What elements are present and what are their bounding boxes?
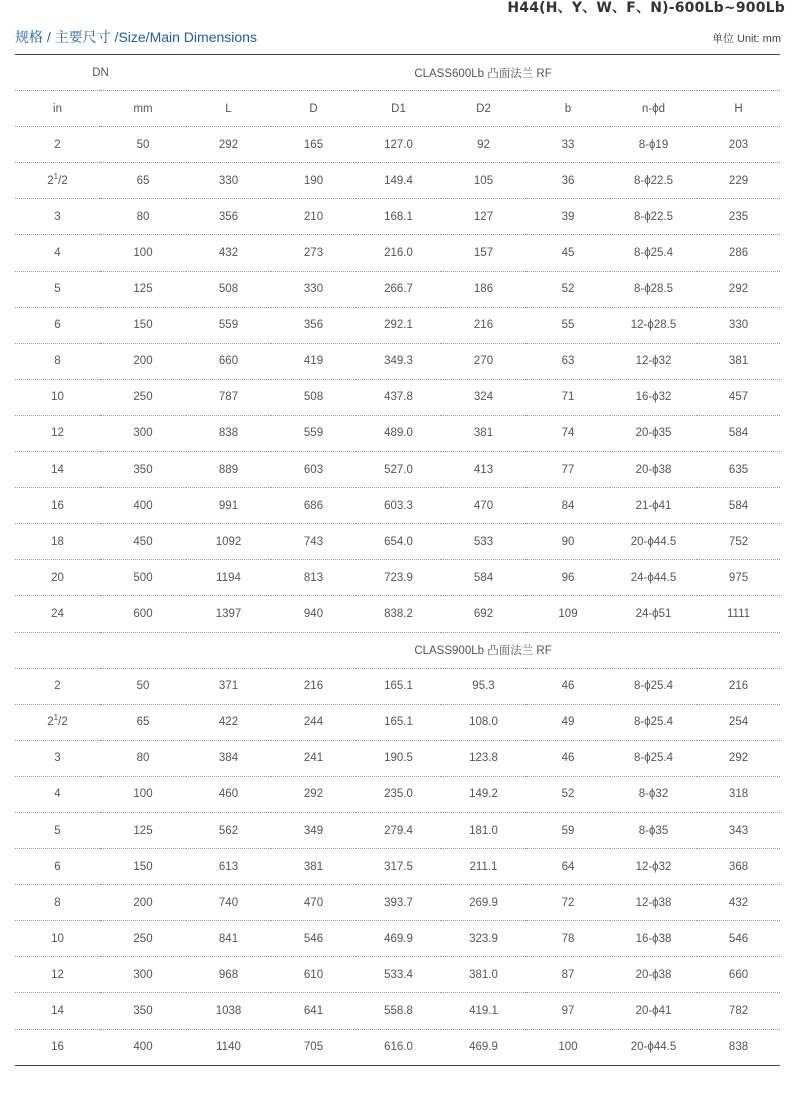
table-cell: 723.9 xyxy=(356,560,441,596)
table-cell: 558.8 xyxy=(356,993,441,1029)
table-cell: 419 xyxy=(271,343,356,379)
table-cell: 437.8 xyxy=(356,379,441,415)
table-cell: 24-ϕ51 xyxy=(610,596,697,632)
table-cell: 654.0 xyxy=(356,524,441,560)
table-cell: 660 xyxy=(697,957,780,993)
table-cell: 254 xyxy=(697,704,780,740)
table-cell: 181.0 xyxy=(441,812,526,848)
table-cell: 165.1 xyxy=(356,704,441,740)
table-bottom-rule xyxy=(15,1065,780,1066)
table-cell: 460 xyxy=(186,776,271,812)
column-header-row xyxy=(15,91,780,127)
table-cell: 14 xyxy=(15,452,100,488)
table-cell: 64 xyxy=(526,849,610,885)
table-cell: 584 xyxy=(697,415,780,451)
table-cell: 95.3 xyxy=(441,668,526,704)
table-cell: 740 xyxy=(186,885,271,921)
table-cell: 12-ϕ28.5 xyxy=(610,307,697,343)
table-cell: 508 xyxy=(186,271,271,307)
table-cell: 96 xyxy=(526,560,610,596)
table-cell: 350 xyxy=(100,452,186,488)
table-cell: 527.0 xyxy=(356,452,441,488)
table-cell: 65 xyxy=(100,704,186,740)
table-row xyxy=(15,957,780,993)
table-cell: 3 xyxy=(15,740,100,776)
dn-header-blank xyxy=(15,632,186,668)
table-cell: 324 xyxy=(441,379,526,415)
class-group-title: CLASS900Lb 凸面法兰 RF xyxy=(186,632,780,668)
table-cell: 692 xyxy=(441,596,526,632)
table-cell: 5 xyxy=(15,271,100,307)
table-cell: 203 xyxy=(697,127,780,163)
table-cell: 349.3 xyxy=(356,343,441,379)
table-cell: 108.0 xyxy=(441,704,526,740)
table-cell: 84 xyxy=(526,488,610,524)
table-cell: 109 xyxy=(526,596,610,632)
table-cell: 12-ϕ32 xyxy=(610,343,697,379)
table-cell: 273 xyxy=(271,235,356,271)
table-cell: 216 xyxy=(441,307,526,343)
group-header-row xyxy=(15,55,780,91)
table-cell: 150 xyxy=(100,307,186,343)
table-cell: 18 xyxy=(15,524,100,560)
table-cell: 24-ϕ44.5 xyxy=(610,560,697,596)
table-cell: 381.0 xyxy=(441,957,526,993)
column-header: D2 xyxy=(441,91,526,127)
table-row xyxy=(15,885,780,921)
table-cell: 838 xyxy=(728,1041,749,1054)
table-cell: 10 xyxy=(15,379,100,415)
table-cell: 330 xyxy=(186,163,271,199)
table-cell: 165.1 xyxy=(356,668,441,704)
table-cell: 356 xyxy=(271,307,356,343)
column-header: in xyxy=(15,91,100,127)
table-cell: 266.7 xyxy=(356,271,441,307)
table-cell: 8-ϕ19 xyxy=(610,127,697,163)
table-row xyxy=(15,271,780,307)
table-cell: 975 xyxy=(697,560,780,596)
table-cell: 39 xyxy=(526,199,610,235)
table-cell: 6 xyxy=(15,307,100,343)
table-cell: 36 xyxy=(526,163,610,199)
table-cell: 8-ϕ25.4 xyxy=(610,235,697,271)
table-cell: 71 xyxy=(526,379,610,415)
table-cell: 559 xyxy=(186,307,271,343)
table-cell: 87 xyxy=(526,957,610,993)
table-cell: 500 xyxy=(100,560,186,596)
table-row xyxy=(15,163,780,199)
table-cell: 46 xyxy=(526,668,610,704)
table-row xyxy=(15,1029,780,1065)
table-cell: 125 xyxy=(100,812,186,848)
table-cell: 686 xyxy=(271,488,356,524)
dimensions-table xyxy=(15,55,780,1065)
table-cell: 413 xyxy=(441,452,526,488)
table-cell: 10 xyxy=(15,921,100,957)
table-cell: 2 xyxy=(15,127,100,163)
table-cell: 330 xyxy=(697,307,780,343)
table-cell: 292 xyxy=(271,776,356,812)
table-cell: 12-ϕ32 xyxy=(610,849,697,885)
table-cell: 787 xyxy=(186,379,271,415)
column-header: mm xyxy=(100,91,186,127)
table-cell: 157 xyxy=(441,235,526,271)
table-cell: 20-ϕ44.5 xyxy=(610,524,697,560)
table-cell: 546 xyxy=(271,921,356,957)
table-cell: 286 xyxy=(697,235,780,271)
table-cell: 190.5 xyxy=(356,740,441,776)
table-cell: 45 xyxy=(526,235,610,271)
table-cell: 533 xyxy=(441,524,526,560)
table-cell: 400 xyxy=(100,488,186,524)
table-cell: 384 xyxy=(186,740,271,776)
table-cell: 584 xyxy=(441,560,526,596)
table-cell: 92 xyxy=(441,127,526,163)
table-cell: 127 xyxy=(441,199,526,235)
table-cell: 16 xyxy=(15,488,100,524)
table-row xyxy=(15,199,780,235)
table-cell: 241 xyxy=(271,740,356,776)
table-cell: 100 xyxy=(100,235,186,271)
column-header: H xyxy=(697,91,780,127)
table-cell: 52 xyxy=(526,776,610,812)
table-cell: 90 xyxy=(526,524,610,560)
table-cell: 400 xyxy=(133,1041,153,1054)
table-cell: 63 xyxy=(526,343,610,379)
table-cell: 78 xyxy=(526,921,610,957)
table-cell: 127.0 xyxy=(356,127,441,163)
table-cell: 24 xyxy=(15,596,100,632)
table-cell: 8-ϕ25.4 xyxy=(610,740,697,776)
table-cell: $2^1/2$ xyxy=(15,163,100,199)
table-cell: 14 xyxy=(15,993,100,1029)
table-cell: 20-ϕ35 xyxy=(610,415,697,451)
table-cell: 450 xyxy=(100,524,186,560)
table-cell: 16-ϕ32 xyxy=(610,379,697,415)
table-cell: 216.0 xyxy=(356,235,441,271)
table-row xyxy=(15,307,780,343)
table-cell: 4 xyxy=(15,235,100,271)
table-cell: 743 xyxy=(271,524,356,560)
table-cell: 52 xyxy=(526,271,610,307)
table-cell: 149.4 xyxy=(356,163,441,199)
table-row xyxy=(15,849,780,885)
table-cell: 613 xyxy=(186,849,271,885)
table-cell: 603 xyxy=(271,452,356,488)
table-cell: 216 xyxy=(697,668,780,704)
table-cell: 968 xyxy=(186,957,271,993)
table-cell: 432 xyxy=(697,885,780,921)
table-cell: 457 xyxy=(697,379,780,415)
table-cell: 610 xyxy=(271,957,356,993)
table-cell: 991 xyxy=(186,488,271,524)
table-cell: 20-ϕ38 xyxy=(610,452,697,488)
table-cell: 244 xyxy=(271,704,356,740)
table-cell: 292 xyxy=(697,740,780,776)
table-cell: 940 xyxy=(271,596,356,632)
table-cell: 559 xyxy=(271,415,356,451)
table-cell: 600 xyxy=(100,596,186,632)
table-cell: 100 xyxy=(100,776,186,812)
table-row xyxy=(15,921,780,957)
table-cell: 635 xyxy=(697,452,780,488)
table-cell: 216 xyxy=(271,668,356,704)
table-cell: 20-ϕ41 xyxy=(610,993,697,1029)
table-cell: 323.9 xyxy=(441,921,526,957)
table-cell: 50 xyxy=(100,127,186,163)
table-cell: 533.4 xyxy=(356,957,441,993)
table-cell: 1140 xyxy=(216,1041,241,1054)
table-cell: 6 xyxy=(15,849,100,885)
table-cell: 317.5 xyxy=(356,849,441,885)
table-cell: 841 xyxy=(186,921,271,957)
table-cell: 4 xyxy=(15,776,100,812)
model-title: H44(H、Y、W、F、N)-600Lb~900Lb xyxy=(507,0,785,16)
table-cell: 74 xyxy=(526,415,610,451)
table-cell: 8-ϕ22.5 xyxy=(610,163,697,199)
table-cell: 432 xyxy=(186,235,271,271)
table-cell: 12-ϕ38 xyxy=(610,885,697,921)
table-cell: 8-ϕ25.4 xyxy=(610,704,697,740)
table-cell: 235.0 xyxy=(356,776,441,812)
table-cell: 186 xyxy=(441,271,526,307)
group-header-row xyxy=(15,632,780,668)
class-group-title: CLASS600Lb 凸面法兰 RF xyxy=(186,55,780,91)
table-row xyxy=(15,452,780,488)
table-cell: 20 xyxy=(15,560,100,596)
table-cell: 3 xyxy=(15,199,100,235)
table-cell: 190 xyxy=(271,163,356,199)
table-cell: 16 xyxy=(51,1041,64,1054)
table-cell: 270 xyxy=(441,343,526,379)
table-cell: 343 xyxy=(697,812,780,848)
table-cell: 55 xyxy=(526,307,610,343)
table-cell: 46 xyxy=(526,740,610,776)
table-cell: 419.1 xyxy=(441,993,526,1029)
table-body xyxy=(15,55,780,1065)
table-cell: 123.8 xyxy=(441,740,526,776)
section-title: 规格 / 主要尺寸 /Size/Main Dimensions xyxy=(15,29,257,45)
table-cell: 21-ϕ41 xyxy=(610,488,697,524)
table-cell: 660 xyxy=(186,343,271,379)
table-row xyxy=(15,668,780,704)
table-cell: 470 xyxy=(271,885,356,921)
table-cell: 20-ϕ38 xyxy=(610,957,697,993)
table-cell: 20-ϕ44.5 xyxy=(630,1041,677,1054)
table-cell: 250 xyxy=(100,921,186,957)
column-header: b xyxy=(526,91,610,127)
table-cell: 211.1 xyxy=(441,849,526,885)
table-cell: 50 xyxy=(100,668,186,704)
table-cell: 210 xyxy=(271,199,356,235)
table-cell: 508 xyxy=(271,379,356,415)
table-cell: 371 xyxy=(186,668,271,704)
unit-label: 单位 Unit: mm xyxy=(711,33,781,45)
table-cell: 8-ϕ35 xyxy=(610,812,697,848)
table-cell: 603.3 xyxy=(356,488,441,524)
column-header: D xyxy=(271,91,356,127)
table-cell: 546 xyxy=(697,921,780,957)
table-cell: 300 xyxy=(100,415,186,451)
table-cell: 838 xyxy=(186,415,271,451)
table-cell: 12 xyxy=(15,957,100,993)
table-cell: 349 xyxy=(271,812,356,848)
table-cell: 125 xyxy=(100,271,186,307)
table-row xyxy=(15,776,780,812)
table-cell: 470 xyxy=(441,488,526,524)
table-cell: 813 xyxy=(271,560,356,596)
table-cell: 356 xyxy=(186,199,271,235)
table-cell: 279.4 xyxy=(356,812,441,848)
table-cell: 229 xyxy=(697,163,780,199)
table-cell: 422 xyxy=(186,704,271,740)
table-cell: 33 xyxy=(526,127,610,163)
table-row xyxy=(15,560,780,596)
table-cell: 80 xyxy=(100,740,186,776)
table-cell: 77 xyxy=(526,452,610,488)
table-row xyxy=(15,740,780,776)
table-cell: 469.9 xyxy=(356,921,441,957)
table-cell: 1092 xyxy=(186,524,271,560)
table-cell: 12 xyxy=(15,415,100,451)
dn-header: DN xyxy=(15,55,186,91)
table-cell: 300 xyxy=(100,957,186,993)
table-cell: 105 xyxy=(441,163,526,199)
table-cell: 381 xyxy=(271,849,356,885)
table-row xyxy=(15,415,780,451)
table-cell: $2^1/2$ xyxy=(15,704,100,740)
table-cell: 889 xyxy=(186,452,271,488)
table-cell: 5 xyxy=(15,812,100,848)
table-cell: 80 xyxy=(100,199,186,235)
table-row xyxy=(15,343,780,379)
table-cell: 8-ϕ25.4 xyxy=(610,668,697,704)
table-cell: 97 xyxy=(526,993,610,1029)
table-cell: 65 xyxy=(100,163,186,199)
table-cell: 381 xyxy=(697,343,780,379)
table-cell: 350 xyxy=(100,993,186,1029)
table-cell: 8-ϕ28.5 xyxy=(610,271,697,307)
table-cell: 616.0 xyxy=(384,1041,413,1054)
table-cell: 318 xyxy=(697,776,780,812)
table-cell: 469.9 xyxy=(469,1041,498,1054)
table-cell: 2 xyxy=(15,668,100,704)
table-cell: 393.7 xyxy=(356,885,441,921)
table-cell: 150 xyxy=(100,849,186,885)
table-row xyxy=(15,127,780,163)
table-cell: 8-ϕ32 xyxy=(610,776,697,812)
table-cell: 330 xyxy=(271,271,356,307)
table-cell: 1397 xyxy=(186,596,271,632)
column-header: n-ϕd xyxy=(610,91,697,127)
table-cell: 200 xyxy=(100,343,186,379)
table-cell: 1111 xyxy=(697,596,780,632)
table-row xyxy=(15,524,780,560)
table-row xyxy=(15,812,780,848)
table-cell: 200 xyxy=(100,885,186,921)
column-header: D1 xyxy=(356,91,441,127)
table-row xyxy=(15,596,780,632)
table-cell: 100 xyxy=(558,1041,578,1054)
table-row xyxy=(15,488,780,524)
table-cell: 641 xyxy=(271,993,356,1029)
table-cell: 838.2 xyxy=(356,596,441,632)
table-cell: 59 xyxy=(526,812,610,848)
column-header: L xyxy=(186,91,271,127)
table-row xyxy=(15,704,780,740)
table-cell: 269.9 xyxy=(441,885,526,921)
table-cell: 1194 xyxy=(186,560,271,596)
table-cell: 168.1 xyxy=(356,199,441,235)
table-cell: 49 xyxy=(526,704,610,740)
table-cell: 8 xyxy=(15,885,100,921)
table-cell: 292 xyxy=(697,271,780,307)
table-row xyxy=(15,235,780,271)
table-cell: 752 xyxy=(697,524,780,560)
table-cell: 250 xyxy=(100,379,186,415)
table-cell: 489.0 xyxy=(356,415,441,451)
table-cell: 705 xyxy=(303,1041,324,1054)
table-cell: 16-ϕ38 xyxy=(610,921,697,957)
table-cell: 165 xyxy=(271,127,356,163)
table-cell: 292.1 xyxy=(356,307,441,343)
table-cell: 149.2 xyxy=(441,776,526,812)
table-row xyxy=(15,379,780,415)
table-cell: 8 xyxy=(15,343,100,379)
table-cell: 782 xyxy=(697,993,780,1029)
table-cell: 292 xyxy=(186,127,271,163)
table-cell: 235 xyxy=(697,199,780,235)
table-cell: 381 xyxy=(441,415,526,451)
table-cell: 8-ϕ22.5 xyxy=(610,199,697,235)
table-cell: 368 xyxy=(697,849,780,885)
table-cell: 562 xyxy=(186,812,271,848)
table-cell: 584 xyxy=(697,488,780,524)
table-cell: 1038 xyxy=(186,993,271,1029)
table-row xyxy=(15,993,780,1029)
table-cell: 72 xyxy=(526,885,610,921)
